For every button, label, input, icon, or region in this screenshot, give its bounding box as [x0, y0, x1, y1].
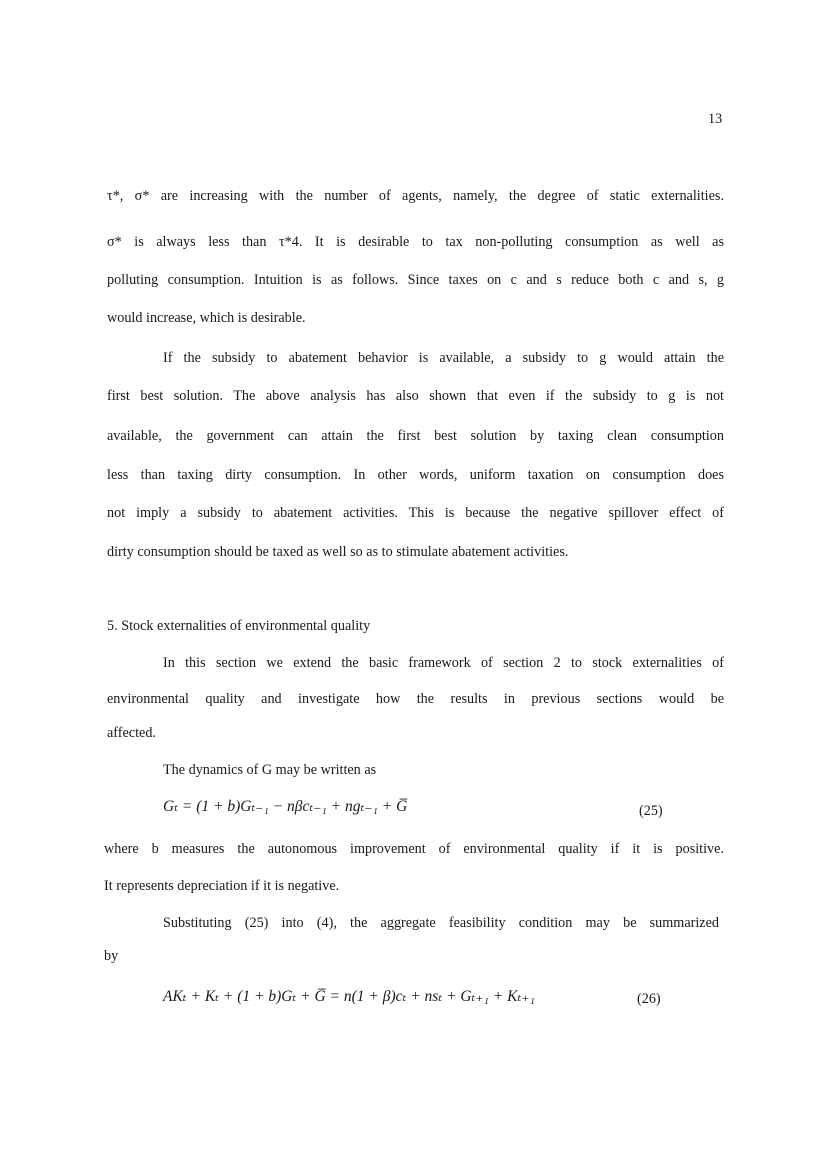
text-line: polluting consumption. Intuition is as follows. Since taxes on c and s reduce both c and s, g — [107, 272, 724, 288]
text-line: In this section we extend the basic framework of section 2 to stock externalities of — [163, 655, 724, 671]
text-line: would increase, which is desirable. — [107, 310, 306, 326]
text-line: less than taxing dirty consumption. In other words, uniform taxation on consumption does — [107, 467, 724, 483]
text-line: If the subsidy to abatement behavior is available, a subsidy to g would attain the — [163, 350, 724, 366]
text-line: σ* is always less than τ*4. It is desirable to tax non-polluting consumption as well as — [107, 234, 724, 250]
text-line: dirty consumption should be taxed as well so as to stimulate abatement activities. — [107, 544, 569, 560]
text-line: available, the government can attain the first best solution by taxing clean consumption — [107, 428, 724, 444]
equation-25: Gₜ = (1 + b)Gₜ₋₁ − nβcₜ₋₁ + ngₜ₋₁ + G̅ — [163, 798, 408, 815]
text-line: Substituting (25) into (4), the aggregate feasibility condition may be summarized — [163, 915, 719, 931]
equation-25-number: (25) — [639, 803, 663, 819]
text-line: environmental quality and investigate how the results in previous sections would be — [107, 691, 724, 707]
text-line: It represents depreciation if it is negative. — [104, 878, 340, 894]
text-line: affected. — [107, 725, 156, 741]
text-line: by — [104, 948, 119, 964]
text-line: not imply a subsidy to abatement activities. This is because the negative spillover effect of — [107, 505, 724, 521]
dynamics-line: The dynamics of G may be written as — [163, 762, 377, 778]
page-number: 13 — [708, 111, 723, 127]
equation-26-number: (26) — [637, 991, 661, 1007]
text-line: first best solution. The above analysis has also shown that even if the subsidy to g is not — [107, 388, 724, 404]
equation-26: AKₜ + Kₜ + (1 + b)Gₜ + G̅ = n(1 + β)cₜ + nsₜ + Gₜ₊₁ + Kₜ₊₁ — [163, 988, 535, 1005]
section-heading: 5. Stock externalities of environmental quality — [107, 618, 371, 634]
text-line: τ*, σ* are increasing with the number of agents, namely, the degree of static externalities. — [107, 188, 724, 204]
text-line: where b measures the autonomous improvement of environmental quality if it is positive. — [104, 841, 724, 857]
